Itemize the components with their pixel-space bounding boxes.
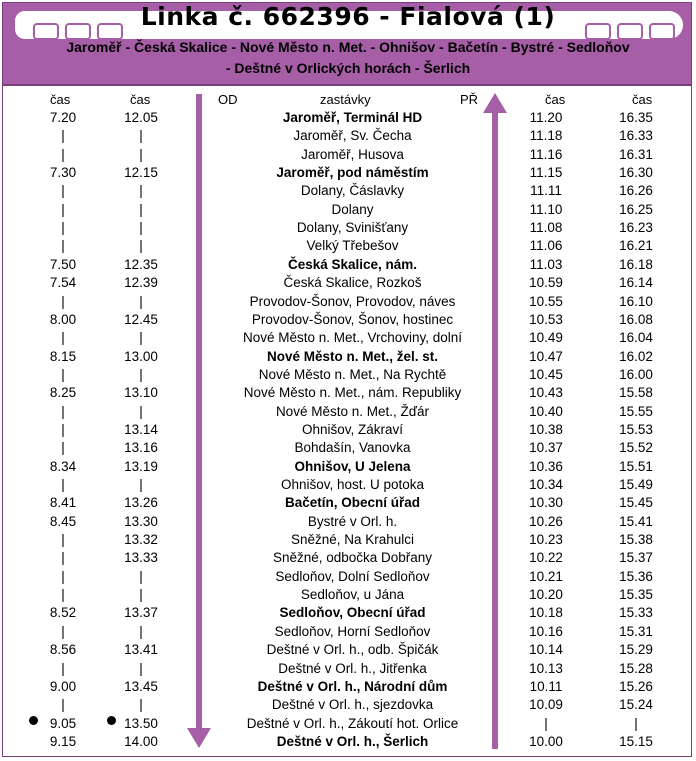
time-back-1: 10.18: [529, 605, 563, 621]
time-back-2: 16.10: [619, 293, 653, 309]
time-out-2: 13.50: [124, 715, 158, 731]
time-out-2: 13.16: [124, 440, 158, 456]
time-back-1: 10.30: [529, 495, 563, 511]
time-out-2: |: [139, 183, 143, 199]
time-back-2: 16.25: [619, 201, 653, 217]
time-back-2: 16.33: [619, 128, 653, 144]
table-row: [0, 477, 696, 495]
stop-name: Ohnišov, host. U potoka: [280, 477, 425, 492]
table-row: [0, 183, 696, 201]
time-back-2: 15.35: [619, 587, 653, 603]
stop-name: Nové Město n. Met., Na Rychtě: [258, 366, 447, 382]
time-out-1: 7.30: [49, 165, 77, 181]
time-out-2: 13.41: [124, 642, 158, 658]
table-row: [0, 385, 696, 403]
time-out-1: |: [61, 220, 65, 236]
time-out-1: 9.05: [49, 715, 77, 731]
time-back-1: 10.20: [529, 587, 563, 603]
table-row: [0, 330, 696, 348]
time-back-2: 15.53: [619, 421, 653, 437]
time-back-1: 10.11: [529, 678, 563, 694]
table-row: [0, 294, 696, 312]
time-back-1: 10.09: [529, 697, 563, 713]
stop-name: Deštné v Orl. h., odb. Špičák: [266, 642, 439, 658]
stop-name: Nové Město n. Met., Vrchoviny, dolní: [242, 330, 463, 346]
stop-name: Bačetín, Obecní úřad: [284, 495, 421, 511]
time-back-2: 16.04: [619, 330, 653, 346]
table-row: [0, 147, 696, 165]
time-back-2: 15.15: [619, 733, 653, 749]
time-out-2: |: [139, 587, 143, 603]
stop-name: Deštné v Orl. h., sjezdovka: [271, 697, 434, 713]
stop-name: Dolany: [331, 201, 374, 217]
stop-name: Deštné v Orl. h., Šerlich: [276, 733, 429, 749]
time-back-2: 15.52: [619, 440, 653, 456]
table-row: [0, 624, 696, 642]
time-back-1: 10.00: [529, 733, 563, 749]
table-row: [0, 532, 696, 550]
time-back-1: 10.59: [529, 275, 563, 291]
time-back-1: 11.03: [529, 256, 563, 272]
time-back-1: 11.08: [529, 220, 563, 236]
half-circle-icon: [29, 716, 38, 725]
header-divider: [3, 84, 691, 86]
time-out-1: |: [61, 697, 65, 713]
stop-name: Jaroměř, Husova: [301, 146, 404, 162]
table-row: [0, 550, 696, 568]
time-out-2: |: [139, 477, 143, 492]
time-out-1: |: [61, 568, 65, 584]
table-row: [0, 238, 696, 256]
stop-name: Jaroměř, Sv. Čecha: [293, 128, 412, 144]
stop-name: Deštné v Orl. h., Zákoutí hot. Orlice: [246, 715, 459, 731]
table-row: [0, 349, 696, 367]
time-back-2: 16.00: [619, 366, 653, 382]
time-back-1: 11.06: [529, 238, 563, 254]
time-back-2: 15.51: [619, 458, 653, 474]
time-out-1: 8.00: [49, 311, 77, 327]
stop-name: Provodov-Šonov, Šonov, hostinec: [251, 311, 454, 327]
stop-name: Sněžné, Na Krahulci: [290, 532, 415, 548]
time-back-2: 15.24: [619, 697, 653, 713]
stop-name: Jaroměř, Terminál HD: [282, 110, 423, 125]
col-header-time2: čas: [130, 92, 151, 107]
time-out-1: 8.56: [49, 642, 77, 658]
table-row: [0, 404, 696, 422]
route-description: Jaroměř - Česká Skalice - Nové Město n. Met. - Ohnišov - Bačetín - Bystré - Sedloňov: [66, 39, 630, 55]
time-out-2: 13.14: [124, 421, 158, 437]
time-back-2: 16.14: [619, 275, 653, 291]
time-back-1: 10.26: [529, 513, 563, 529]
time-out-2: |: [139, 403, 143, 419]
stop-name: Velký Třebešov: [306, 238, 399, 254]
time-back-1: 10.38: [529, 421, 563, 437]
time-back-1: 10.47: [529, 348, 563, 364]
time-out-2: 13.00: [124, 348, 158, 364]
time-back-2: 15.33: [619, 605, 653, 621]
stop-name: Nové Město n. Met., Žďár: [275, 403, 430, 419]
time-out-2: |: [139, 238, 143, 254]
time-out-2: 13.19: [124, 458, 158, 474]
time-out-1: 9.15: [49, 733, 77, 749]
time-out-2: |: [139, 146, 143, 162]
time-out-1: |: [61, 550, 65, 566]
time-out-1: 8.34: [49, 458, 77, 474]
time-out-2: 13.37: [124, 605, 158, 621]
time-out-1: 8.41: [49, 495, 77, 511]
table-row: [0, 257, 696, 275]
time-back-1: 10.53: [529, 311, 563, 327]
time-back-1: 11.18: [529, 128, 563, 144]
time-back-1: 10.49: [529, 330, 563, 346]
time-out-2: |: [139, 220, 143, 236]
time-back-2: 15.29: [619, 642, 653, 658]
table-row: [0, 495, 696, 513]
stop-name: Sněžné, odbočka Dobřany: [272, 550, 433, 566]
time-out-1: |: [61, 293, 65, 309]
time-out-1: |: [61, 477, 65, 492]
time-back-2: 15.36: [619, 568, 653, 584]
time-out-1: |: [61, 660, 65, 676]
stop-name: Dolany, Svinišťany: [296, 220, 409, 236]
table-row: [0, 202, 696, 220]
time-out-2: |: [139, 366, 143, 382]
stop-name: Ohnišov, Zákraví: [301, 421, 404, 437]
time-out-2: 12.35: [124, 256, 158, 272]
table-row: [0, 605, 696, 623]
time-back-1: 10.43: [529, 385, 563, 401]
time-out-1: |: [61, 587, 65, 603]
time-out-1: 8.45: [49, 513, 77, 529]
time-out-2: 13.10: [124, 385, 158, 401]
stop-name: Sedloňov, Obecní úřad: [279, 605, 426, 621]
stop-name: Provodov-Šonov, Provodov, náves: [249, 293, 456, 309]
time-back-1: 10.40: [529, 403, 563, 419]
time-back-2: 15.26: [619, 678, 653, 694]
stop-name: Sedloňov, u Jána: [300, 587, 405, 603]
time-out-2: |: [139, 568, 143, 584]
time-out-2: 12.15: [124, 165, 158, 181]
time-out-1: |: [61, 146, 65, 162]
table-row: [0, 697, 696, 715]
stop-name: Nové Město n. Met., žel. st.: [266, 348, 439, 364]
table-row: [0, 128, 696, 146]
time-back-1: 10.13: [529, 660, 563, 676]
time-out-2: 14.00: [124, 733, 158, 749]
time-back-2: 15.49: [619, 477, 653, 492]
time-out-2: |: [139, 660, 143, 676]
time-out-2: 13.32: [124, 532, 158, 548]
time-back-2: 16.31: [619, 146, 653, 162]
time-out-2: 13.45: [124, 678, 158, 694]
time-back-2: 15.28: [619, 660, 653, 676]
stop-name: Sedloňov, Horní Sedloňov: [274, 623, 431, 639]
time-out-1: 7.20: [49, 110, 77, 125]
table-row: [0, 110, 696, 128]
time-out-2: 12.45: [124, 311, 158, 327]
stop-name: Nové Město n. Met., nám. Republiky: [243, 385, 462, 401]
time-back-2: 16.23: [619, 220, 653, 236]
table-row: [0, 679, 696, 697]
stop-name: Ohnišov, U Jelena: [294, 458, 411, 474]
col-header-time1: čas: [50, 92, 71, 107]
time-out-1: |: [61, 440, 65, 456]
time-out-2: 12.05: [124, 110, 158, 125]
time-back-1: |: [544, 715, 548, 731]
col-header-od: OD: [218, 92, 238, 107]
time-back-1: 11.15: [529, 165, 563, 181]
col-header-pr: PŘ: [460, 92, 479, 107]
time-out-1: |: [61, 201, 65, 217]
table-row: [0, 716, 696, 734]
time-back-1: 11.20: [529, 110, 563, 125]
time-out-1: |: [61, 128, 65, 144]
time-back-1: 11.11: [530, 183, 562, 199]
stop-name: Deštné v Orl. h., Jitřenka: [278, 660, 427, 676]
time-out-1: |: [61, 403, 65, 419]
col-header-time4: čas: [632, 92, 653, 107]
time-back-2: 15.58: [619, 385, 653, 401]
time-back-1: 10.34: [529, 477, 563, 492]
stop-name: Česká Skalice, Rozkoš: [283, 275, 422, 291]
time-out-1: |: [61, 330, 65, 346]
time-out-1: |: [61, 238, 65, 254]
time-out-1: 8.25: [49, 385, 77, 401]
time-out-1: |: [61, 532, 65, 548]
time-back-2: 16.08: [619, 311, 653, 327]
table-row: [0, 275, 696, 293]
time-back-2: |: [634, 715, 638, 731]
time-back-2: 15.41: [619, 513, 653, 529]
time-back-1: 10.45: [529, 366, 563, 382]
time-back-1: 10.16: [529, 623, 563, 639]
table-row: [0, 734, 696, 752]
time-back-2: 16.26: [619, 183, 653, 199]
time-back-1: 10.23: [529, 532, 563, 548]
stop-name: Dolany, Čáslavky: [300, 183, 405, 199]
time-back-2: 15.31: [619, 623, 653, 639]
half-circle-icon: [107, 716, 116, 725]
stop-name: Jaroměř, pod náměstím: [276, 165, 429, 181]
time-back-2: 16.35: [619, 110, 653, 125]
time-back-1: 11.16: [529, 146, 563, 162]
col-header-stops: zastávky: [320, 92, 371, 107]
time-back-1: 10.21: [529, 568, 563, 584]
time-out-2: 13.33: [124, 550, 158, 566]
stop-name: Sedloňov, Dolní Sedloňov: [275, 568, 430, 584]
stop-name: Deštné v Orl. h., Národní dům: [257, 678, 448, 694]
time-back-1: 10.14: [529, 642, 563, 658]
time-back-2: 15.37: [619, 550, 653, 566]
table-row: [0, 220, 696, 238]
time-out-1: |: [61, 183, 65, 199]
time-out-2: |: [139, 623, 143, 639]
time-out-1: 8.52: [49, 605, 77, 621]
time-back-1: 10.36: [529, 458, 563, 474]
time-out-1: |: [61, 366, 65, 382]
time-out-2: |: [139, 201, 143, 217]
time-out-1: |: [61, 421, 65, 437]
table-row: [0, 661, 696, 679]
table-row: [0, 367, 696, 385]
time-back-2: 16.30: [619, 165, 653, 181]
table-row: [0, 422, 696, 440]
time-out-1: 9.00: [49, 678, 77, 694]
time-out-1: 7.50: [49, 256, 77, 272]
time-back-2: 15.38: [619, 532, 653, 548]
time-out-2: 13.26: [124, 495, 158, 511]
time-out-2: 13.30: [124, 513, 158, 529]
time-back-2: 16.18: [619, 256, 653, 272]
time-out-2: |: [139, 293, 143, 309]
time-out-1: 8.15: [49, 348, 77, 364]
route-description-cont: - Deštné v Orlických horách - Šerlich: [225, 60, 471, 76]
table-row: [0, 587, 696, 605]
table-row: [0, 642, 696, 660]
table-row: [0, 569, 696, 587]
time-back-1: 10.22: [529, 550, 563, 566]
table-row: [0, 165, 696, 183]
time-back-2: 15.45: [619, 495, 653, 511]
stop-name: Česká Skalice, nám.: [287, 256, 418, 272]
time-out-1: 7.54: [49, 275, 77, 291]
time-back-1: 11.10: [529, 201, 563, 217]
line-title: Linka č. 662396 - Fialová (1): [140, 2, 556, 31]
time-back-2: 16.02: [619, 348, 653, 364]
time-out-2: |: [139, 697, 143, 713]
table-row: [0, 312, 696, 330]
time-out-1: |: [61, 623, 65, 639]
time-out-2: |: [139, 128, 143, 144]
time-out-2: |: [139, 330, 143, 346]
time-back-2: 15.55: [619, 403, 653, 419]
stop-name: Bohdašín, Vanovka: [294, 440, 411, 456]
time-back-1: 10.37: [529, 440, 563, 456]
stop-name: Bystré v Orl. h.: [307, 513, 398, 529]
table-row: [0, 459, 696, 477]
table-row: [0, 514, 696, 532]
time-back-1: 10.55: [529, 293, 563, 309]
time-back-2: 16.21: [619, 238, 653, 254]
table-row: [0, 440, 696, 458]
time-out-2: 12.39: [124, 275, 158, 291]
col-header-time3: čas: [545, 92, 566, 107]
